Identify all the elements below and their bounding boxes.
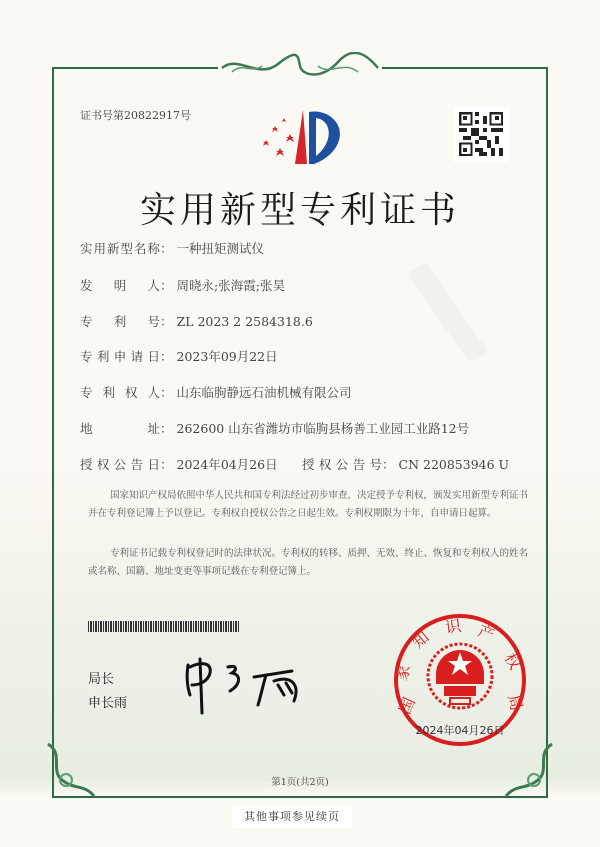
field-value: 2024年04月26日 <box>176 457 278 472</box>
corner-ornament-icon <box>44 740 100 802</box>
field-patentee <box>80 384 352 402</box>
border-bottom <box>52 796 548 798</box>
field-sep: ： <box>160 385 173 400</box>
field-value: ZL 2023 2 2584318.6 <box>176 314 313 329</box>
svg-text:产: 产 <box>475 621 498 645</box>
field-label: 专利号 <box>80 314 160 329</box>
field-label: 授权公告号 <box>302 457 382 472</box>
field-announcement-number <box>302 456 509 474</box>
seal-date: 2024年04月26日 <box>415 724 505 737</box>
field-utility-model-name <box>80 240 264 258</box>
field-sep: ： <box>160 457 173 472</box>
field-sep: ： <box>160 421 173 436</box>
svg-text:国: 国 <box>395 694 420 717</box>
handwritten-signature <box>182 655 312 715</box>
border-left <box>52 67 54 797</box>
field-grant-date <box>80 456 278 474</box>
field-label: 专利权人 <box>80 385 160 400</box>
grant-statement: 国家知识产权局依照中华人民共和国专利法经过初步审查，决定授予专利权，颁发实用新型专利证书并在专利登记簿上予以登记。专利权自授权公告之日起生效。专利权期限为十年，自申请日起算。 <box>88 490 529 519</box>
svg-text:识: 识 <box>443 616 463 638</box>
field-label: 授权公告日 <box>80 457 160 472</box>
cnipa-logo-icon <box>258 104 348 168</box>
field-inventors <box>80 277 285 295</box>
field-sep: ： <box>160 349 173 364</box>
svg-text:家: 家 <box>391 662 414 683</box>
page-number: 第1页(共2页) <box>271 777 329 788</box>
svg-text:知: 知 <box>408 627 433 653</box>
field-value: 2023年09月22日 <box>176 349 278 364</box>
field-patent-number <box>80 313 313 331</box>
field-label: 专利申请日 <box>80 349 160 364</box>
field-label: 发明人 <box>80 278 160 293</box>
certificate-number: 证书号第20822917号 <box>80 109 191 122</box>
signatory-name: 申长雨 <box>88 696 128 711</box>
continuation-note: 其他事项参见续页 <box>232 806 352 828</box>
field-sep: ： <box>160 241 173 256</box>
field-sep: ： <box>382 457 395 472</box>
field-value: 山东临朐静远石油机械有限公司 <box>176 385 352 400</box>
border-right <box>546 67 548 797</box>
svg-text:权: 权 <box>500 649 525 673</box>
field-sep: ： <box>160 314 173 329</box>
field-value: 一种扭矩测试仪 <box>176 241 265 256</box>
legal-status-statement: 专利证书记载专利权登记时的法律状况。专利权的转移、质押、无效、终止、恢复和专利权人的姓名或名称、国籍、地址变更等事项记载在专利登记簿上。 <box>88 548 529 577</box>
barcode <box>88 621 240 632</box>
field-sep: ： <box>160 278 173 293</box>
page-title: 实用新型专利证书 <box>139 190 460 231</box>
ornament-icon <box>218 52 382 82</box>
qr-code <box>453 106 509 162</box>
svg-text:局: 局 <box>504 692 527 713</box>
signatory-title: 局长 <box>88 672 115 687</box>
field-address <box>80 420 469 438</box>
field-value: 262600 山东省潍坊市临朐县杨善工业园工业路12号 <box>176 421 470 436</box>
watermark <box>380 240 500 360</box>
field-value: 周晓永;张海霞;张昊 <box>176 278 285 293</box>
field-label: 地址 <box>80 421 160 436</box>
field-value: CN 220853946 U <box>398 457 510 472</box>
official-seal <box>390 612 530 752</box>
field-application-date <box>80 348 278 366</box>
field-label: 实用新型名称 <box>80 241 160 256</box>
